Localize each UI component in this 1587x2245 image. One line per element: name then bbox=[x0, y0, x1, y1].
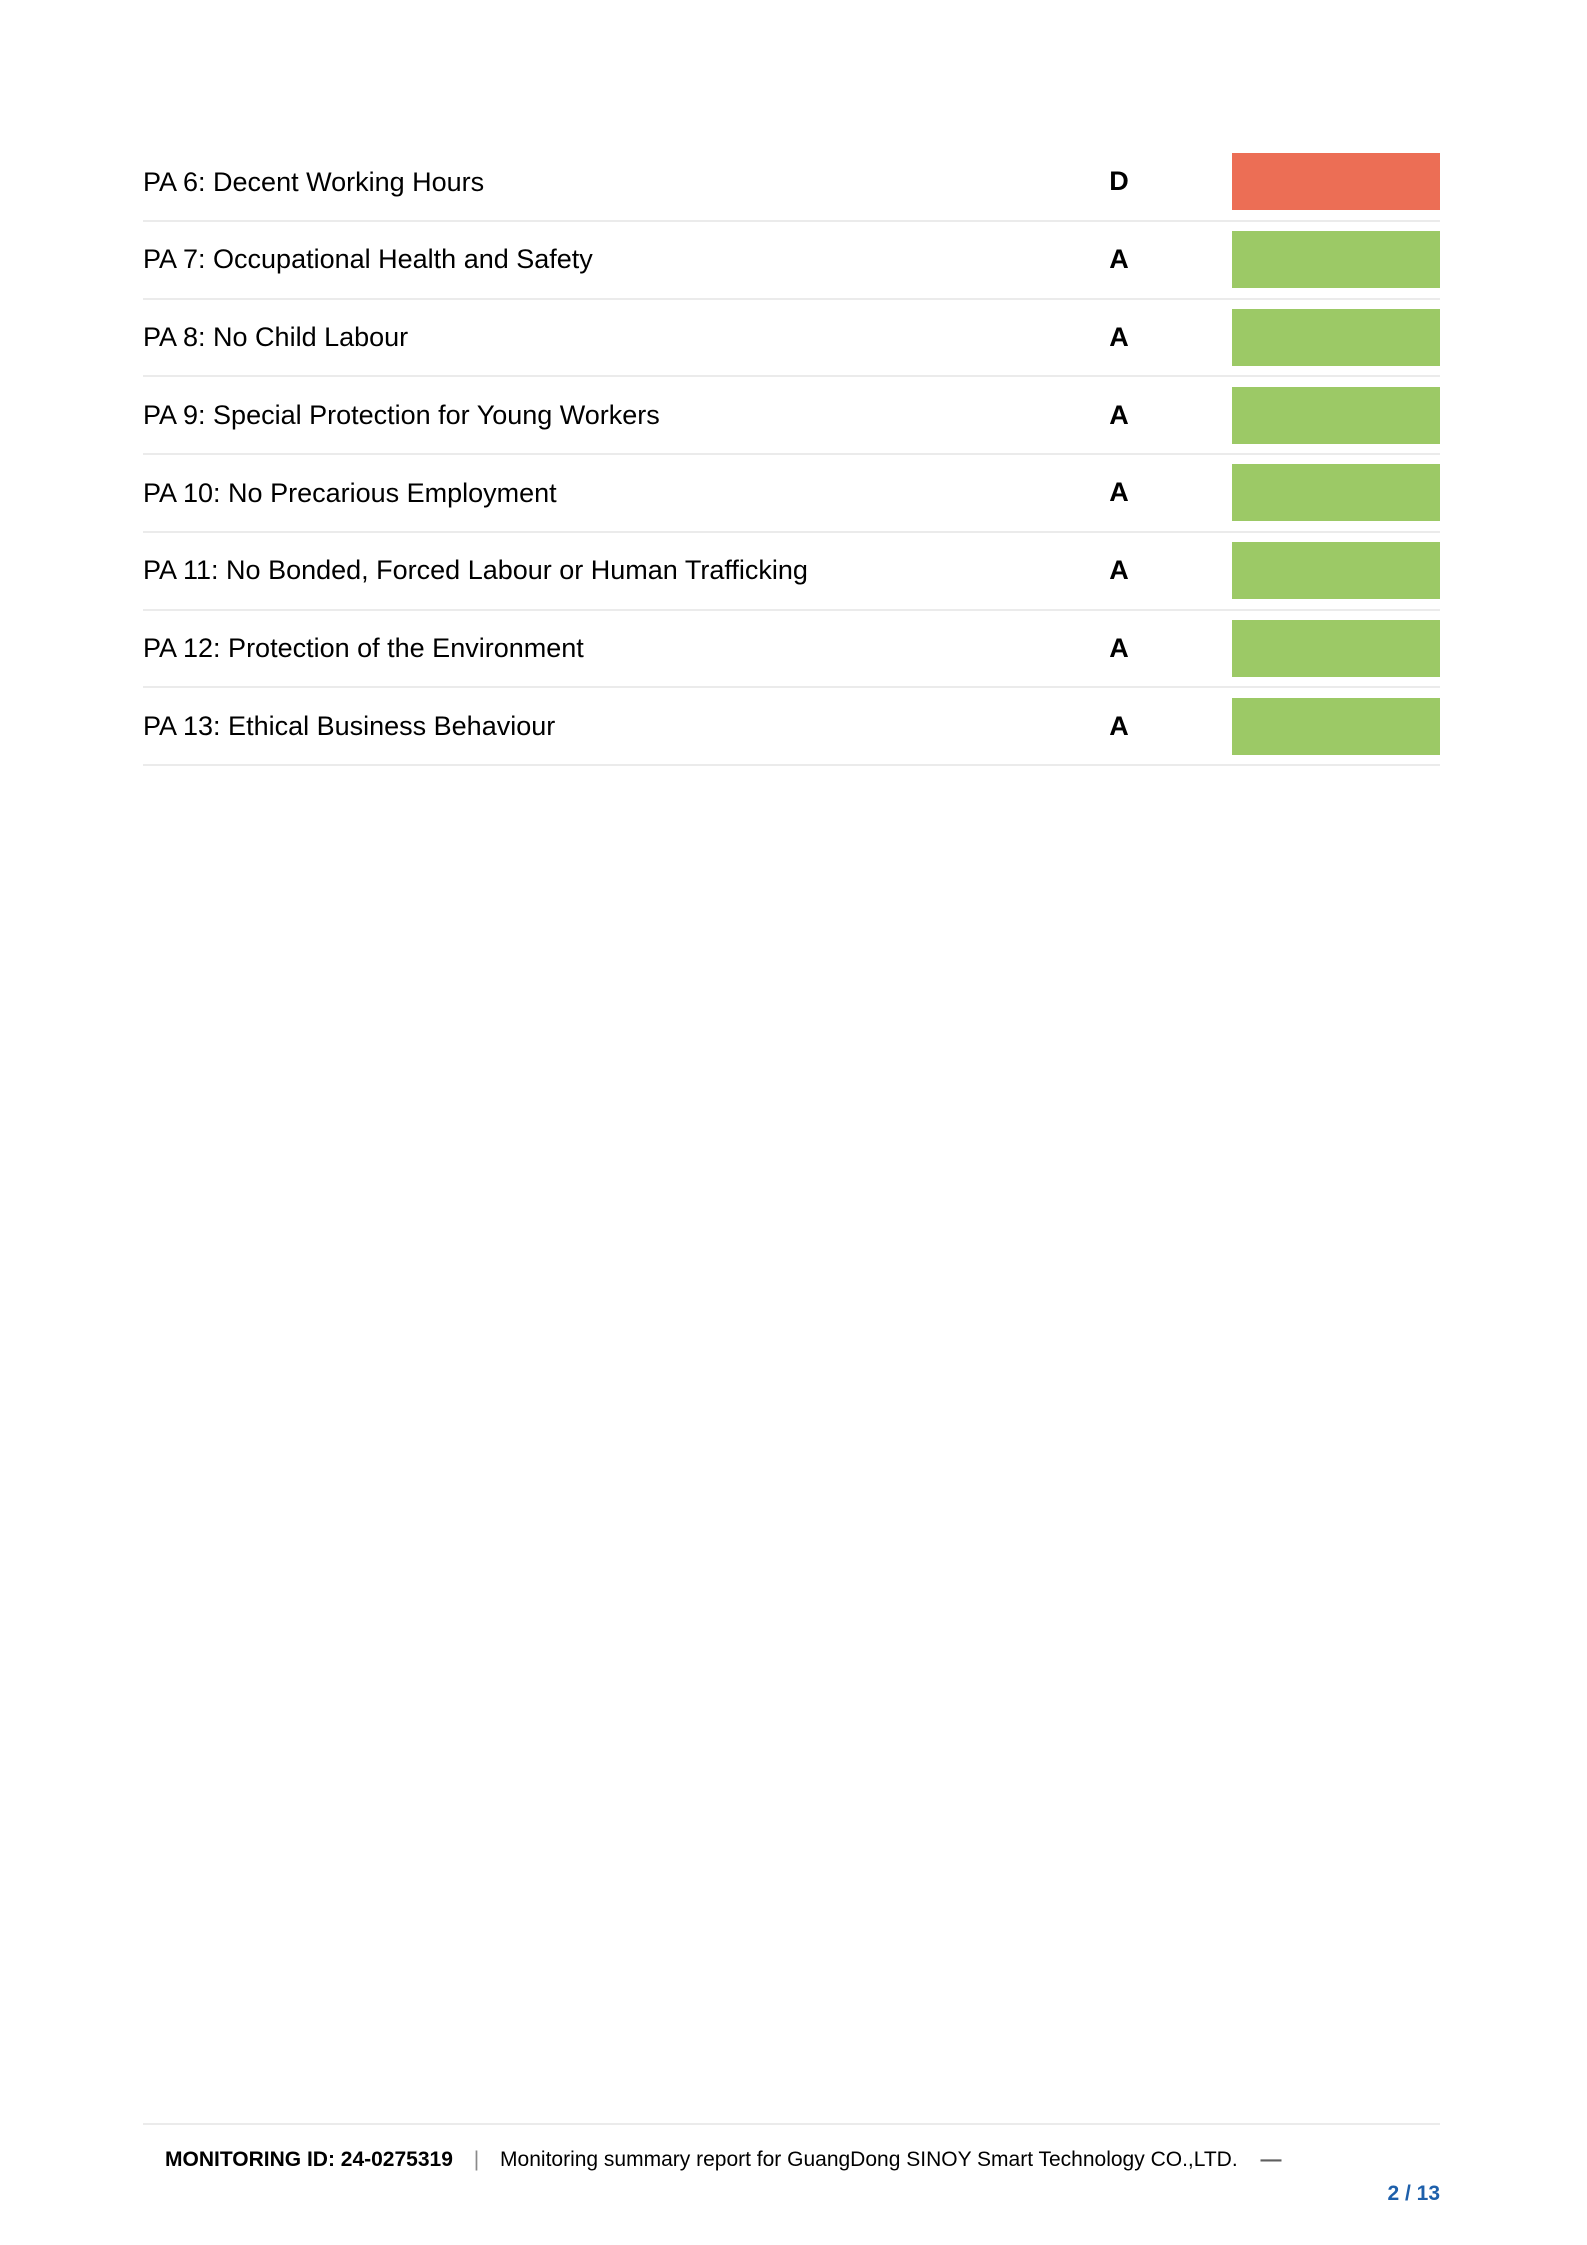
pa-label: PA 10: No Precarious Employment bbox=[143, 477, 557, 508]
pa-rating-bar bbox=[1232, 309, 1440, 366]
pa-rating-grade: A bbox=[1109, 632, 1129, 663]
pa-rating-grade: A bbox=[1109, 244, 1129, 275]
footer-text bbox=[143, 2125, 1440, 2173]
pa-label: PA 13: Ethical Business Behaviour bbox=[143, 710, 556, 741]
table-row bbox=[143, 533, 1440, 611]
pa-rating-bar bbox=[1232, 464, 1440, 521]
pa-label: PA 7: Occupational Health and Safety bbox=[143, 244, 593, 275]
pa-rating-grade: A bbox=[1109, 477, 1129, 508]
table-row bbox=[143, 377, 1440, 455]
monitoring-id: MONITORING ID: 24-0275319 bbox=[165, 2148, 453, 2171]
table-row bbox=[143, 688, 1440, 766]
pa-label: PA 9: Special Protection for Young Workers bbox=[143, 399, 660, 430]
pa-label: PA 12: Protection of the Environment bbox=[143, 633, 584, 664]
pa-rating-grade: A bbox=[1109, 710, 1129, 741]
pa-label: PA 11: No Bonded, Forced Labour or Human Trafficking bbox=[143, 555, 808, 586]
pa-rating-bar bbox=[1232, 620, 1440, 677]
footer-separator: | bbox=[473, 2148, 480, 2171]
pa-rating-grade: A bbox=[1109, 321, 1129, 352]
pa-rating-bar bbox=[1232, 542, 1440, 599]
pa-label: PA 6: Decent Working Hours bbox=[143, 166, 485, 197]
page-footer bbox=[143, 2123, 1440, 2206]
pa-rating-grade: A bbox=[1109, 399, 1129, 430]
table-row bbox=[143, 611, 1440, 689]
table-row bbox=[143, 455, 1440, 533]
table-row bbox=[143, 300, 1440, 378]
pa-rating-grade: D bbox=[1109, 166, 1129, 197]
page-number: 2 / 13 bbox=[1387, 2182, 1440, 2206]
pa-rating-bar bbox=[1232, 153, 1440, 210]
table-row bbox=[143, 222, 1440, 300]
performance-areas-table bbox=[143, 144, 1440, 766]
pa-rating-grade: A bbox=[1109, 555, 1129, 586]
pa-rating-bar bbox=[1232, 698, 1440, 755]
table-row bbox=[143, 144, 1440, 222]
report-title: Monitoring summary report for GuangDong SINOY Smart Technology CO.,LTD. bbox=[500, 2148, 1238, 2171]
pa-rating-bar bbox=[1232, 231, 1440, 288]
footer-dash: — bbox=[1260, 2148, 1281, 2171]
pa-label: PA 8: No Child Labour bbox=[143, 322, 409, 353]
pa-rating-bar bbox=[1232, 387, 1440, 444]
